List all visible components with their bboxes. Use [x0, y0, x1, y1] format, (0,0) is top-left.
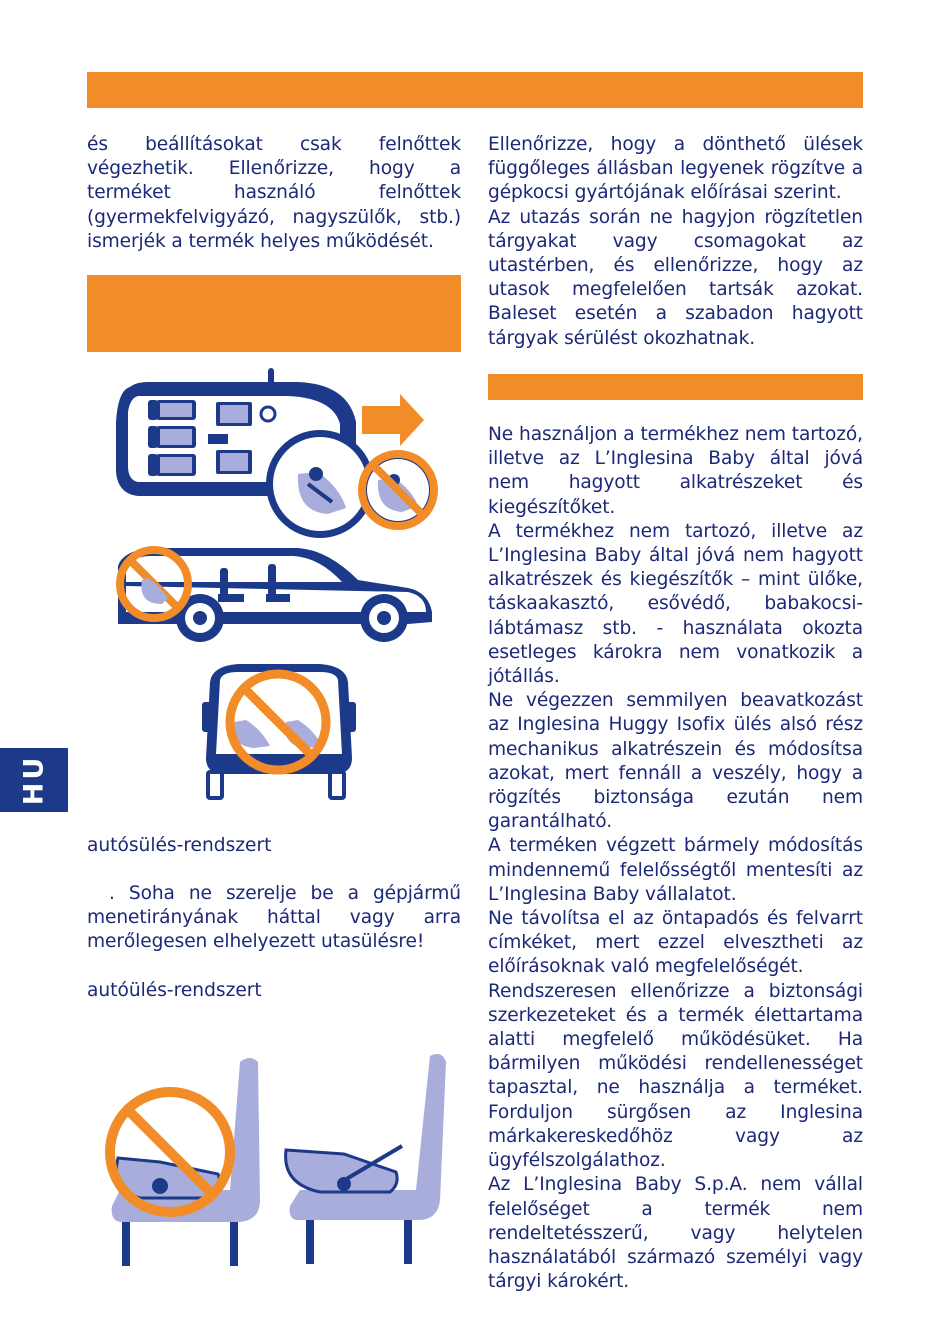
paragraph: Az utazás során ne hagyjon rögzítetlen tárgyakat vagy csomagokat az utastérben, és ellenőrizze, hogy az utasok megfelelően tartsák azokat. Baleset esetén a szabadon hagyott tárgyak sérülést okozhatnak. — [488, 206, 863, 349]
car-rear-view-icon — [198, 662, 360, 802]
left-section-header-bar — [87, 275, 461, 352]
car-seat-icon — [100, 1050, 460, 1270]
paragraph: A terméken végzett bármely módosítás mindennemű felelősségtől mentesíti az L’Inglesina Baby vállalatot. — [488, 835, 863, 905]
warning-text: . Soha ne szerelje be a gépjármű menetirányának háttal vagy arra merőlegesen elhelyezett utasülésre! — [87, 883, 461, 953]
language-tab: HU — [0, 748, 68, 812]
right-text-block-1 — [488, 133, 863, 351]
right-section-header-bar — [488, 374, 863, 400]
paragraph: Rendszeresen ellenőrizze a biztonsági szerkezeteket és a termék élettartama alatti megfelelő működésüket. Ha bármilyen működési rendellenességet tapasztal, ne használja a terméket. Forduljon sürgősen az Inglesina márkakereskedőhöz vagy az ügyfélszolgálathoz. — [488, 980, 863, 1172]
car-side-view-icon — [108, 540, 438, 645]
paragraph: Ne távolítsa el az öntapadós és felvarrt címkéket, mert ezzel elvesztheti az előírásoknak való megfelelőségét. — [488, 908, 863, 978]
paragraph: Ellenőrizze, hogy a dönthető ülések függőleges állásban legyenek rögzítve a gépkocsi gyártójának előírásai szerint. — [488, 134, 863, 204]
right-text-block-2 — [488, 423, 863, 1294]
left-intro-text: és beállításokat csak felnőttek végezhetik. Ellenőrizze, hogy a terméket használó felnőttek (gyermekfelvigyázó, nagyszülők, stb.) ismerjék a termék helyes működését. — [87, 134, 461, 252]
label-autoules: autóülés-rendszert — [87, 980, 262, 1001]
top-header-bar — [87, 72, 863, 108]
paragraph: Az L’Inglesina Baby S.p.A. nem vállal felelőséget a termék nem rendeltetésszerű, vagy helytelen használatából származó személyi vagy tárgyi károkért. — [488, 1174, 863, 1293]
car-top-view-icon — [108, 362, 438, 538]
paragraph: Ne használjon a termékhez nem tartozó, illetve az L’Inglesina Baby által jóvá nem hagyott alkatrészeket és kiegészítőket. — [488, 424, 863, 518]
paragraph: Ne végezzen semmilyen beavatkozást az Inglesina Huggy Isofix ülés alsó rész mechanikus alkatrészein és módosítsa azokat, mert fennáll a veszély, hogy a rögzítés biztonsága ezután nem garantálható. — [488, 690, 863, 833]
paragraph: A termékhez nem tartozó, illetve az L’Inglesina Baby által jóvá nem hagyott alkatrészek és kiegészítők – mint ülőke, táskaakasztó, esővédő, babakocsi-lábtámasz stb. - használata okozta esetleges károkra nem vonatkozik a jótállás. — [488, 520, 863, 688]
label-autosules: autósülés-rendszert — [87, 835, 272, 856]
